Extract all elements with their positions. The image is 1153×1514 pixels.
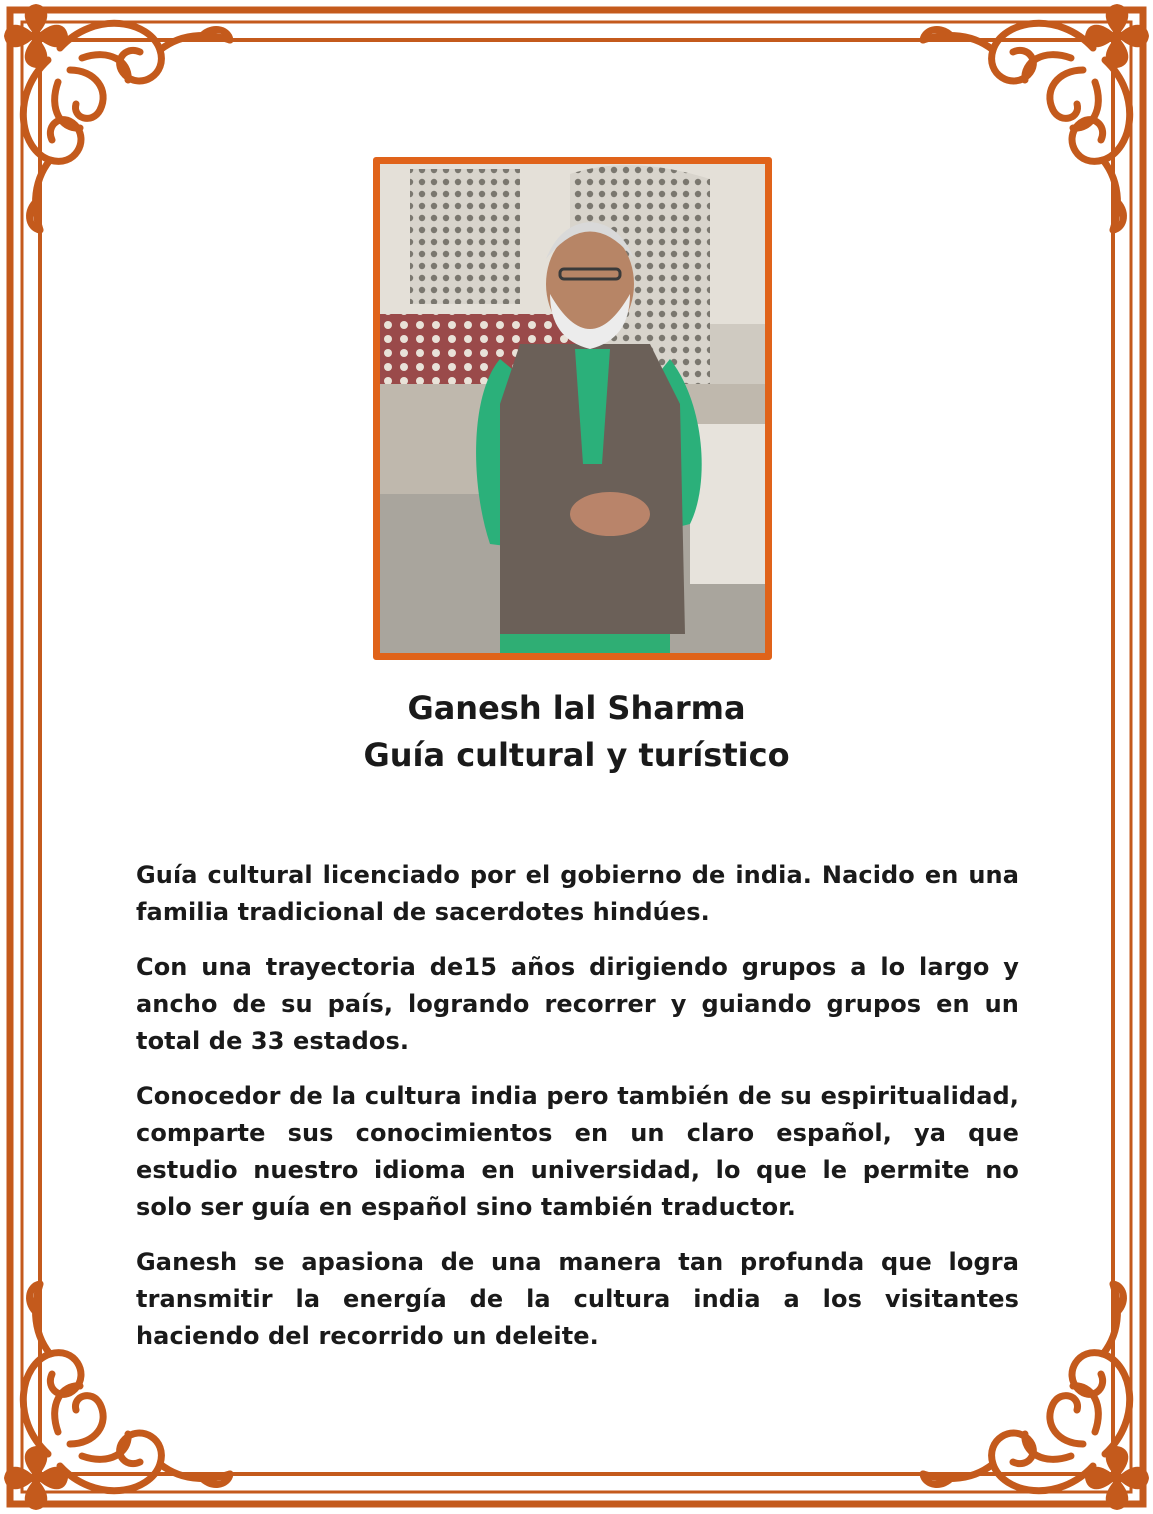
portrait-photo [373, 157, 772, 660]
portrait-photo-image [380, 164, 765, 653]
corner-ornament-top-left [4, 4, 230, 230]
bio-paragraph: Con una trayectoria de15 años dirigiendo grupos a lo largo y ancho de su país, logrando recorrer y guiando grupos en un total de 33 estados. [136, 953, 1019, 1055]
person-name: Ganesh lal Sharma [407, 689, 746, 727]
corner-ornament-top-right [923, 4, 1149, 230]
bio-paragraph: Conocedor de la cultura india pero también de su espiritualidad, comparte sus conocimientos en un claro español, ya que estudio nuestro idioma en universidad, lo que le permite no solo ser guía en español sino también traductor. [136, 1082, 1019, 1221]
person-role: Guía cultural y turístico [363, 736, 790, 774]
bio-paragraph: Guía cultural licenciado por el gobierno de india. Nacido en una familia tradicional de sacerdotes hindúes. [136, 861, 1019, 926]
bio-paragraph: Ganesh se apasiona de una manera tan profunda que logra transmitir la energía de la cultura india a los visitantes haciendo del recorrido un deleite. [136, 1248, 1019, 1350]
biography [136, 857, 1019, 1373]
